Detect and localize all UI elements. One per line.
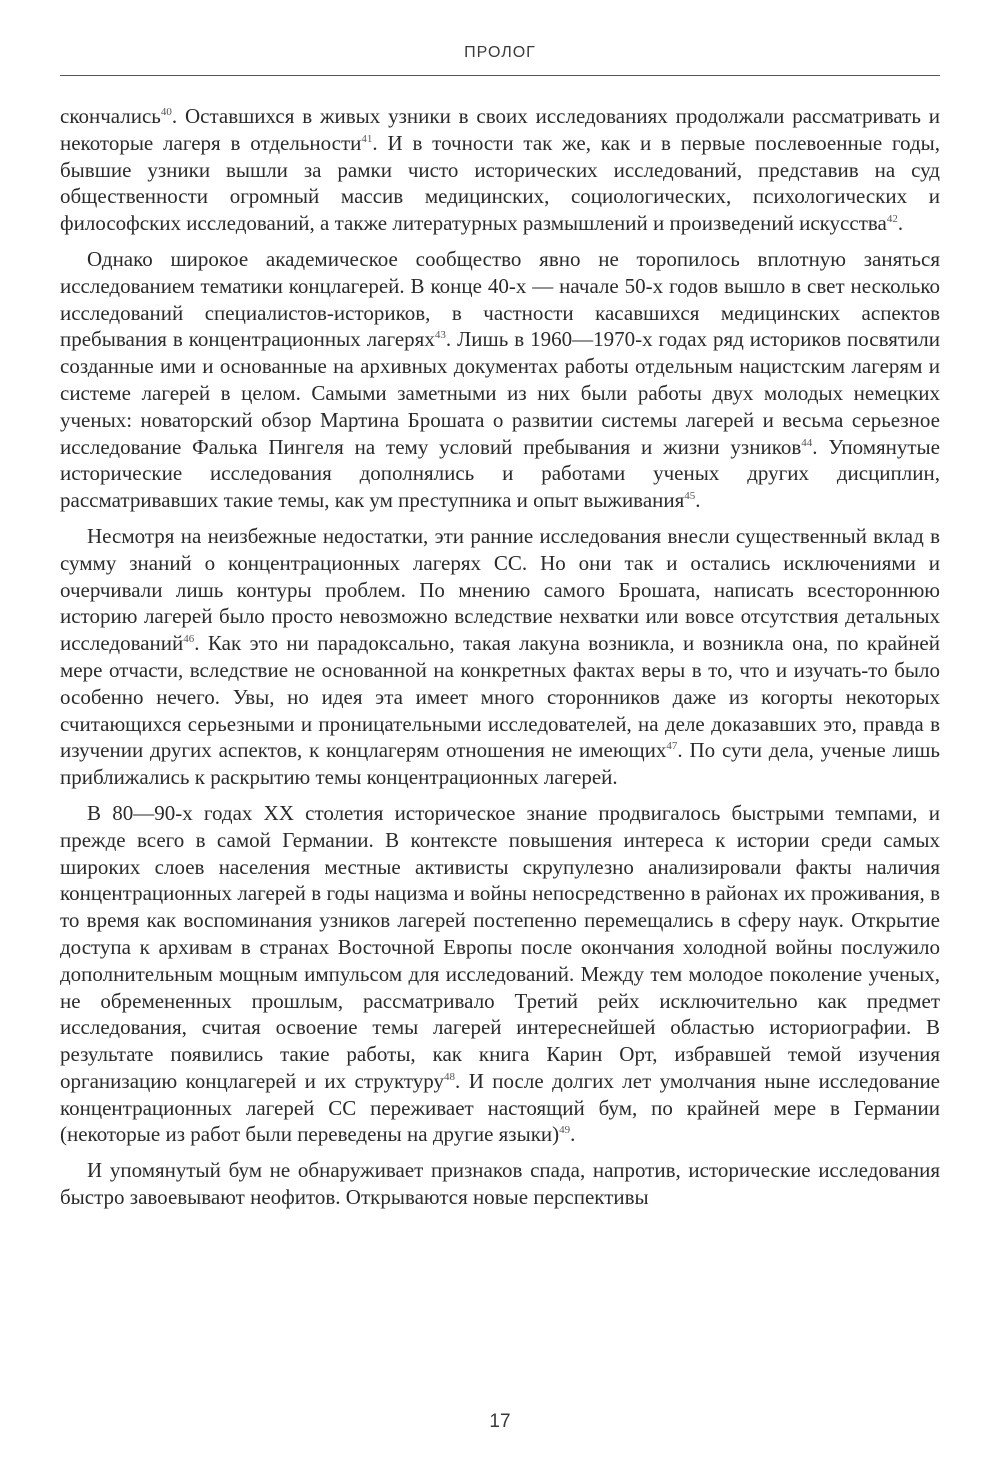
page-number: 17 [489,1411,511,1432]
footnote-marker: 48 [444,1070,456,1083]
footnote-marker: 49 [559,1124,571,1137]
text-run: . Лишь в 1960—1970-х годах ряд историков посвятили созданные ими и основанные на архивных документах работы отдельным нацистским лагерям и системе лагерей в целом. Самыми заметными из них были работы двух молодых немецких ученых: новаторский обзор Мартина Брошата о развитии системы лагерей и весьма серьезное исследование Фалька Пингеля на тему условий пребывания и жизни узников [60,327,940,459]
text-run: . По сути дела, ученые лишь приближались к раскрытию темы концентрационных лагерей. [60,738,940,790]
text-run: . И после долгих лет умолчания ныне исследование концентрационных лагерей СС переживает настоящий бум, по крайней мере в Германии (некоторые из работ были переведены на другие языки) [60,1068,941,1147]
text-run: . И в точности так же, как и в первые послевоенные годы, бывшие узники вышли за рамки чисто исторических исследований, представив на суд общественности огромный массив медицинских, социологических, психологических и философских исследований, а также литературных размышлений и произведений искусства [60,130,940,236]
main-text [60,103,940,1220]
text-run: Несмотря на неизбежные недостатки, эти ранние исследования внесли существенный вклад в сумму знаний о концентрационных лагерях СС. Но они так и остались исключениями и очерчивали лишь контуры проблем. По мнению самого Брошата, написать всестороннюю историю лагерей было просто невозможно вследствие нехватки или вовсе отсутствия детальных исследований [60,523,940,656]
text-run: скончались [60,104,161,128]
footnote-marker: 47 [666,740,678,753]
footnote-marker: 40 [160,106,172,118]
paragraph [60,103,940,237]
text-run: Однако широкое академическое сообщество явно не торопилось вплотную заняться исследованием тематики концлагерей. В конце 40-х — начале 50-х годов вышло в свет несколько исследований специалистов-историков, в частности касавшихся медицинских аспектов пребывания в концентрационных лагерях [60,246,940,352]
text-run: . Как это ни парадоксально, такая лакуна возникла, и возникла она, по крайней мере отчасти, вследствие не основанной на конкретных фактах веры в то, что и изучать-то было особенно нечего. Увы, но идея эта имеет много сторонников даже из когорты некоторых считающихся серьезными и проницательными исследователей, на деле доказавших это, правда в изучении других аспектов, к концлагерям отношения не имеющих [60,631,940,763]
text-run: . [570,1122,576,1147]
text-run: И упомянутый бум не обнаруживает признаков спада, напротив, исторические исследования быстро завоевывают неофитов. Открываются новые перспективы [60,1158,940,1210]
text-run: В 80—90-х годах XX столетия историческое знание продвигалось быстрыми темпами, и прежде всего в самой Германии. В контексте повышения интереса к истории среди самых широких слоев населения местные активисты скрупулезно анализировали факты наличия концентрационных лагерей в годы нацизма и войны непосредственно в районах их проживания, в то время как воспоминания узников лагерей постепенно перемещались в сферу наук. Открытие доступа к архивам в странах Восточной Европы после окончания холодной войны послужило дополнительным мощным импульсом для исследований. Между тем молодое поколение ученых, не обремененных прошлым, рассматривало Третий рейх исключительно как предмет исследования, считая освоение темы лагерей интереснейшей областью историографии. В результате появились такие работы, как книга Карин Орт, избравшей темой изучения организацию концлагерей и их структуру [60,800,940,1093]
text-run: . Упомянутые исторические исследования дополнялись и работами ученых других дисциплин, рассматривавших такие темы, как ум преступника и опыт выживания [60,434,940,513]
footnote-marker: 41 [361,132,373,145]
text-run: . Оставшихся в живых узники в своих исследованиях продолжали рассматривать и некоторые лагеря в отдельности [60,104,940,155]
paragraph [60,1157,940,1211]
text-run: . [695,488,701,513]
footnote-marker: 46 [183,633,195,646]
header-divider [60,75,940,76]
footnote-marker: 45 [684,490,696,503]
paragraph [60,523,940,791]
footnote-marker: 44 [801,436,813,449]
text-run: . [897,211,904,236]
footnote-marker: 42 [886,213,898,226]
paragraph [60,246,940,514]
running-header: ПРОЛОГ [464,44,536,61]
paragraph [60,800,940,1148]
footnote-marker: 43 [434,329,446,342]
